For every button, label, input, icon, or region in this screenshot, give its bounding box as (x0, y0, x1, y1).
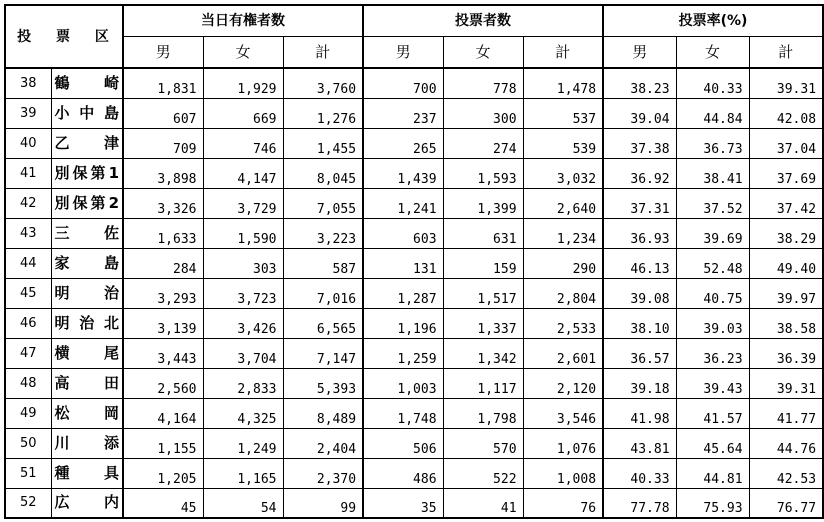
voters-male: 603 (363, 218, 443, 248)
electors-female: 1,590 (203, 218, 283, 248)
rate-female: 44.81 (676, 458, 749, 488)
rate-female: 41.57 (676, 398, 749, 428)
voters-total: 76 (523, 488, 603, 518)
electors-group-header: 当日有権者数 (123, 5, 363, 37)
electors-male: 607 (123, 98, 203, 128)
voters-male: 1,196 (363, 308, 443, 338)
table-body (5, 68, 823, 518)
rate-total: 37.04 (749, 128, 823, 158)
electors-female: 303 (203, 248, 283, 278)
rate-male: 37.38 (603, 128, 676, 158)
voters-female: 1,342 (443, 338, 523, 368)
voters-total: 539 (523, 128, 603, 158)
table-row (5, 458, 823, 488)
voters-total: 1,478 (523, 68, 603, 98)
table-row (5, 218, 823, 248)
electors-male: 284 (123, 248, 203, 278)
voters-female: 1,399 (443, 188, 523, 218)
rate-male-header: 男 (603, 37, 676, 69)
rate-total: 41.77 (749, 398, 823, 428)
electors-female: 3,426 (203, 308, 283, 338)
voters-female: 1,117 (443, 368, 523, 398)
electors-male: 3,443 (123, 338, 203, 368)
district-number: 41 (5, 158, 51, 188)
district-number: 40 (5, 128, 51, 158)
district-name: 明 治 (51, 278, 123, 308)
electors-male: 3,326 (123, 188, 203, 218)
voters-total: 290 (523, 248, 603, 278)
voters-male: 1,241 (363, 188, 443, 218)
table-row (5, 68, 823, 98)
voters-total: 1,008 (523, 458, 603, 488)
electors-total: 8,045 (283, 158, 363, 188)
voters-total: 537 (523, 98, 603, 128)
rate-total: 42.08 (749, 98, 823, 128)
electors-male: 709 (123, 128, 203, 158)
rate-female: 36.73 (676, 128, 749, 158)
rate-male: 36.93 (603, 218, 676, 248)
voters-male: 1,287 (363, 278, 443, 308)
district-number: 47 (5, 338, 51, 368)
electors-male-header: 男 (123, 37, 203, 69)
voters-female: 1,798 (443, 398, 523, 428)
electors-total: 99 (283, 488, 363, 518)
electors-female: 3,723 (203, 278, 283, 308)
table-row (5, 188, 823, 218)
district-name: 広 内 (51, 488, 123, 518)
voters-male: 1,003 (363, 368, 443, 398)
rate-total: 37.42 (749, 188, 823, 218)
voters-female: 1,337 (443, 308, 523, 338)
district-number: 52 (5, 488, 51, 518)
electors-male: 3,139 (123, 308, 203, 338)
electors-female: 3,729 (203, 188, 283, 218)
district-name: 明治北 (51, 308, 123, 338)
rate-total: 39.31 (749, 68, 823, 98)
district-name: 乙 津 (51, 128, 123, 158)
district-number: 42 (5, 188, 51, 218)
electors-male: 3,898 (123, 158, 203, 188)
rate-female: 52.48 (676, 248, 749, 278)
district-name: 三 佐 (51, 218, 123, 248)
electors-female: 746 (203, 128, 283, 158)
table-row (5, 398, 823, 428)
rate-total: 76.77 (749, 488, 823, 518)
rate-female: 45.64 (676, 428, 749, 458)
voters-male: 265 (363, 128, 443, 158)
electors-total: 6,565 (283, 308, 363, 338)
district-number: 46 (5, 308, 51, 338)
electors-male: 45 (123, 488, 203, 518)
voters-male: 1,259 (363, 338, 443, 368)
rate-total: 37.69 (749, 158, 823, 188)
voters-male-header: 男 (363, 37, 443, 69)
voters-male: 237 (363, 98, 443, 128)
rate-male: 37.31 (603, 188, 676, 218)
voters-total: 1,076 (523, 428, 603, 458)
electors-female: 1,929 (203, 68, 283, 98)
voters-female: 159 (443, 248, 523, 278)
voters-total: 2,533 (523, 308, 603, 338)
electors-total: 5,393 (283, 368, 363, 398)
electors-female: 2,833 (203, 368, 283, 398)
electors-total: 2,404 (283, 428, 363, 458)
voters-total: 2,804 (523, 278, 603, 308)
rate-male: 39.04 (603, 98, 676, 128)
table-row (5, 428, 823, 458)
voters-female: 570 (443, 428, 523, 458)
voters-male: 1,748 (363, 398, 443, 428)
rate-total: 42.53 (749, 458, 823, 488)
rate-female: 40.75 (676, 278, 749, 308)
table-row (5, 368, 823, 398)
turnout-table-wrapper (4, 4, 824, 519)
electors-male: 1,205 (123, 458, 203, 488)
voters-total-header: 計 (523, 37, 603, 69)
rate-female: 38.41 (676, 158, 749, 188)
voters-total: 2,640 (523, 188, 603, 218)
electors-male: 4,164 (123, 398, 203, 428)
rate-male: 38.10 (603, 308, 676, 338)
table-row (5, 98, 823, 128)
voters-male: 506 (363, 428, 443, 458)
voters-total: 3,032 (523, 158, 603, 188)
voters-male: 700 (363, 68, 443, 98)
electors-total: 7,016 (283, 278, 363, 308)
voters-female: 631 (443, 218, 523, 248)
district-number: 43 (5, 218, 51, 248)
district-name: 家 島 (51, 248, 123, 278)
district-number: 45 (5, 278, 51, 308)
voters-female: 274 (443, 128, 523, 158)
voters-female: 1,517 (443, 278, 523, 308)
table-row (5, 278, 823, 308)
table-row (5, 308, 823, 338)
electors-total: 1,276 (283, 98, 363, 128)
rate-total-header: 計 (749, 37, 823, 69)
district-number: 51 (5, 458, 51, 488)
rate-female: 44.84 (676, 98, 749, 128)
district-number: 49 (5, 398, 51, 428)
electors-total: 8,489 (283, 398, 363, 428)
district-name: 種 具 (51, 458, 123, 488)
voters-female-header: 女 (443, 37, 523, 69)
electors-male: 1,831 (123, 68, 203, 98)
rate-female-header: 女 (676, 37, 749, 69)
electors-female: 1,249 (203, 428, 283, 458)
voters-total: 1,234 (523, 218, 603, 248)
rate-male: 41.98 (603, 398, 676, 428)
voters-female: 300 (443, 98, 523, 128)
table-row (5, 158, 823, 188)
rate-female: 40.33 (676, 68, 749, 98)
rate-total: 49.40 (749, 248, 823, 278)
voters-group-header: 投票者数 (363, 5, 603, 37)
district-header: 投 票 区 (5, 5, 123, 68)
voters-female: 522 (443, 458, 523, 488)
rate-male: 43.81 (603, 428, 676, 458)
rate-male: 77.78 (603, 488, 676, 518)
voters-male: 131 (363, 248, 443, 278)
electors-female: 3,704 (203, 338, 283, 368)
electors-total: 3,760 (283, 68, 363, 98)
rate-total: 36.39 (749, 338, 823, 368)
electors-total: 7,055 (283, 188, 363, 218)
table-row (5, 488, 823, 518)
voters-total: 2,120 (523, 368, 603, 398)
voters-female: 41 (443, 488, 523, 518)
district-number: 50 (5, 428, 51, 458)
electors-male: 1,633 (123, 218, 203, 248)
electors-total: 3,223 (283, 218, 363, 248)
electors-total: 587 (283, 248, 363, 278)
rate-female: 36.23 (676, 338, 749, 368)
rate-male: 38.23 (603, 68, 676, 98)
voters-male: 35 (363, 488, 443, 518)
table-row (5, 248, 823, 278)
voters-female: 778 (443, 68, 523, 98)
electors-female: 1,165 (203, 458, 283, 488)
rate-total: 39.31 (749, 368, 823, 398)
electors-female-header: 女 (203, 37, 283, 69)
rate-male: 40.33 (603, 458, 676, 488)
district-name: 別保第2 (51, 188, 123, 218)
district-name: 松 岡 (51, 398, 123, 428)
table-row (5, 338, 823, 368)
voters-female: 1,593 (443, 158, 523, 188)
electors-total-header: 計 (283, 37, 363, 69)
electors-total: 1,455 (283, 128, 363, 158)
electors-female: 669 (203, 98, 283, 128)
electors-male: 2,560 (123, 368, 203, 398)
electors-male: 1,155 (123, 428, 203, 458)
voters-male: 1,439 (363, 158, 443, 188)
rate-male: 46.13 (603, 248, 676, 278)
rate-male: 36.92 (603, 158, 676, 188)
voters-total: 3,546 (523, 398, 603, 428)
rate-female: 39.43 (676, 368, 749, 398)
rate-female: 75.93 (676, 488, 749, 518)
electors-total: 7,147 (283, 338, 363, 368)
rate-total: 44.76 (749, 428, 823, 458)
electors-female: 54 (203, 488, 283, 518)
electors-male: 3,293 (123, 278, 203, 308)
district-number: 38 (5, 68, 51, 98)
district-name: 川 添 (51, 428, 123, 458)
voters-total: 2,601 (523, 338, 603, 368)
electors-female: 4,147 (203, 158, 283, 188)
rate-male: 39.08 (603, 278, 676, 308)
district-name: 高 田 (51, 368, 123, 398)
district-number: 44 (5, 248, 51, 278)
district-name: 鶴 崎 (51, 68, 123, 98)
electors-total: 2,370 (283, 458, 363, 488)
electors-female: 4,325 (203, 398, 283, 428)
rate-male: 36.57 (603, 338, 676, 368)
turnout-table (4, 4, 824, 519)
rate-total: 38.29 (749, 218, 823, 248)
rate-female: 37.52 (676, 188, 749, 218)
rate-total: 38.58 (749, 308, 823, 338)
district-number: 39 (5, 98, 51, 128)
rate-group-header: 投票率(%) (603, 5, 823, 37)
rate-female: 39.69 (676, 218, 749, 248)
rate-male: 39.18 (603, 368, 676, 398)
district-number: 48 (5, 368, 51, 398)
voters-male: 486 (363, 458, 443, 488)
table-header (5, 5, 823, 68)
table-row (5, 128, 823, 158)
district-name: 小中島 (51, 98, 123, 128)
district-name: 別保第1 (51, 158, 123, 188)
rate-total: 39.97 (749, 278, 823, 308)
district-name: 横 尾 (51, 338, 123, 368)
rate-female: 39.03 (676, 308, 749, 338)
